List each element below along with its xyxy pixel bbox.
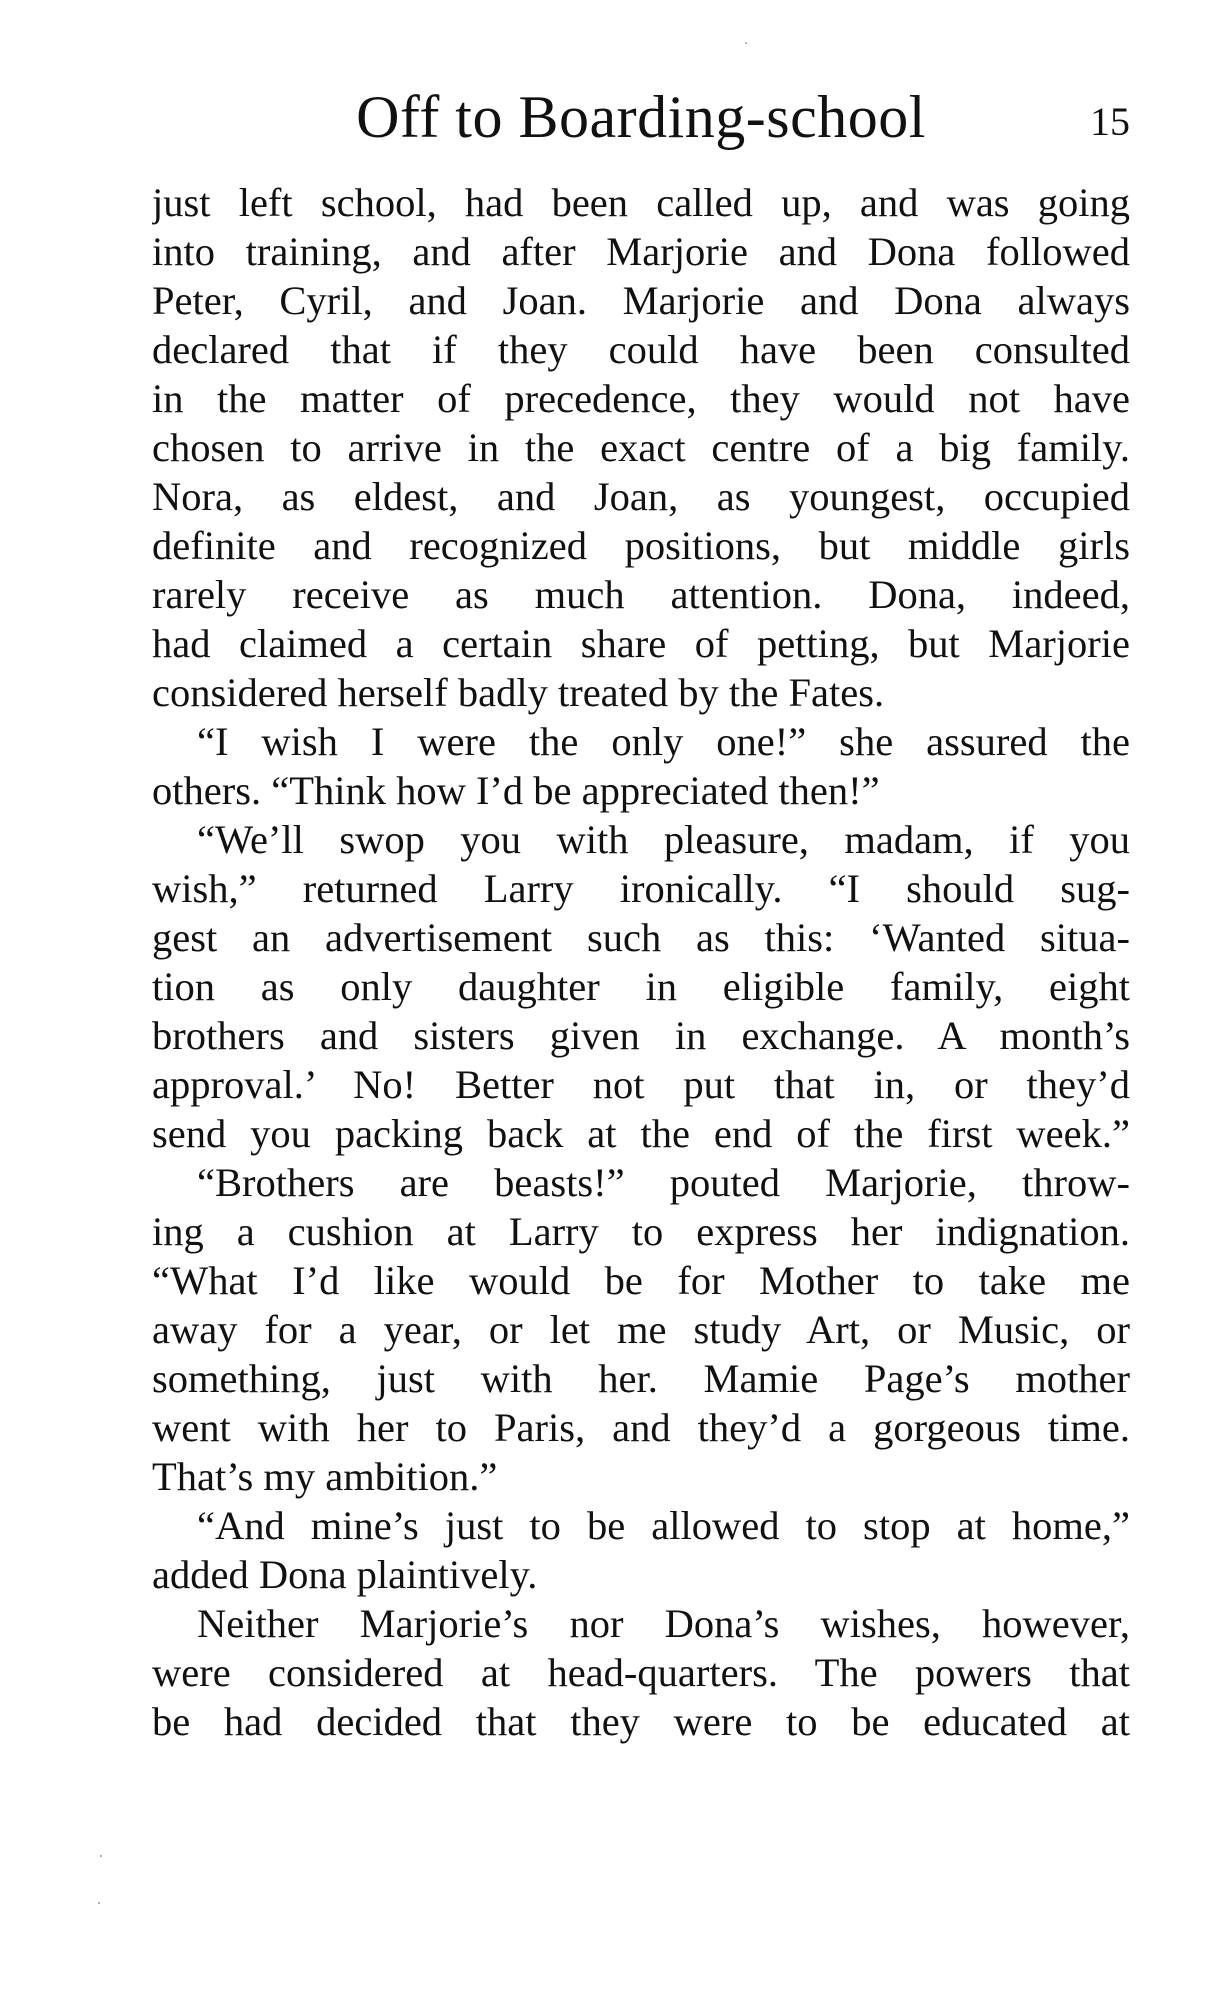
text-line: “And mine’s just to be allowed to stop at home,” (197, 1503, 1130, 1548)
text-line: something, just with her. Mamie Page’s mother (152, 1356, 1130, 1401)
text-line: “What I’d like would be for Mother to take me (152, 1258, 1130, 1303)
text-line: chosen to arrive in the exact centre of a big family. (152, 425, 1130, 470)
body-text (152, 178, 1130, 1746)
text-line: others. “Think how I’d be appreciated then!” (152, 768, 880, 813)
text-line: away for a year, or let me study Art, or Music, or (152, 1307, 1130, 1352)
text-line: had claimed a certain share of petting, but Marjorie (152, 621, 1130, 666)
text-line: into training, and after Marjorie and Dona followed (152, 229, 1130, 274)
text-line: “I wish I were the only one!” she assured the (197, 719, 1130, 764)
text-line: tion as only daughter in eligible family, eight (152, 964, 1130, 1009)
text-line: rarely receive as much attention. Dona, indeed, (152, 572, 1130, 617)
text-line: send you packing back at the end of the first week.” (152, 1111, 1130, 1156)
text-line: declared that if they could have been consulted (152, 327, 1130, 372)
text-line: ing a cushion at Larry to express her indignation. (152, 1209, 1130, 1254)
text-line: in the matter of precedence, they would not have (152, 376, 1130, 421)
text-line: Nora, as eldest, and Joan, as youngest, occupied (152, 474, 1130, 519)
text-line: Neither Marjorie’s nor Dona’s wishes, however, (197, 1601, 1130, 1646)
paper-speck (98, 1902, 100, 1904)
paper-speck (100, 1855, 102, 1857)
text-line: “Brothers are beasts!” pouted Marjorie, throw- (197, 1160, 1130, 1205)
text-line: just left school, had been called up, and was going (152, 180, 1130, 225)
text-line: “We’ll swop you with pleasure, madam, if you (197, 817, 1130, 862)
text-line: went with her to Paris, and they’d a gorgeous time. (152, 1405, 1130, 1450)
text-line: brothers and sisters given in exchange. A month’s (152, 1013, 1130, 1058)
text-line: definite and recognized positions, but middle girls (152, 523, 1130, 568)
text-line: Peter, Cyril, and Joan. Marjorie and Dona always (152, 278, 1130, 323)
text-line: approval.’ No! Better not put that in, or they’d (152, 1062, 1130, 1107)
text-line: be had decided that they were to be educated at (152, 1699, 1130, 1744)
text-line: gest an advertisement such as this: ‘Wanted situa- (152, 915, 1130, 960)
paper-speck (745, 42, 747, 44)
text-line: added Dona plaintively. (152, 1552, 538, 1597)
page-number: 15 (1090, 99, 1130, 144)
running-title: Off to Boarding-school (356, 84, 926, 150)
text-line: were considered at head-quarters. The powers that (152, 1650, 1130, 1695)
page-header (152, 82, 1130, 152)
text-line: considered herself badly treated by the Fates. (152, 670, 885, 715)
text-line: wish,” returned Larry ironically. “I should sug- (152, 866, 1130, 911)
text-line: That’s my ambition.” (152, 1454, 498, 1499)
